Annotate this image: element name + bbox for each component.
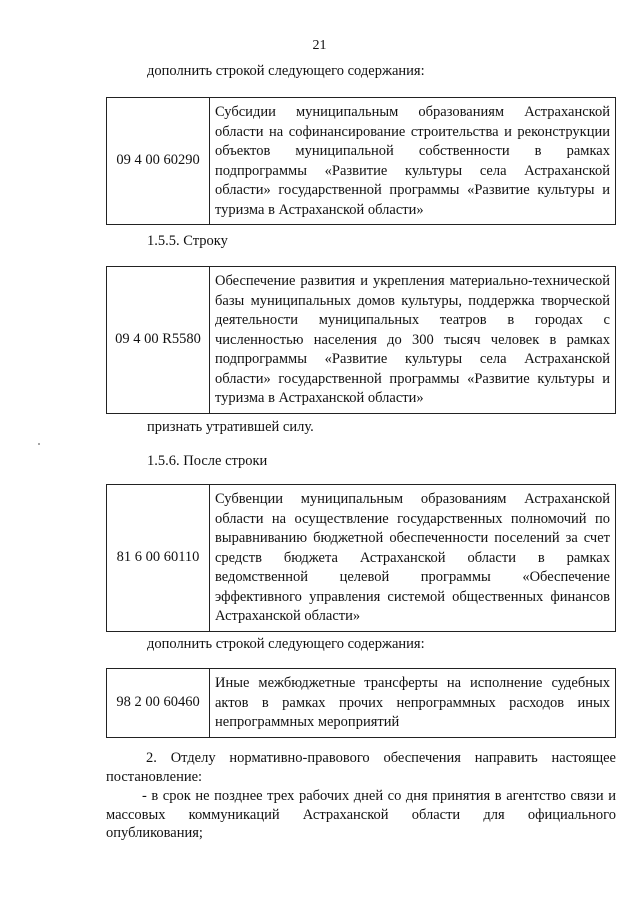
item-2-bullet-text: - в срок не позднее трех рабочих дней со дня принятия в агентство связи и массовых коммуникаций Астраханской области для официального опубликования; [106, 788, 616, 841]
invalidated-note: признать утратившей силу. [147, 419, 314, 435]
table-row [107, 267, 616, 414]
budget-code-table-2 [106, 266, 616, 414]
budget-code: 09 4 00 60290 [107, 98, 210, 225]
budget-code-table-1 [106, 97, 616, 225]
heading-1-5-6: 1.5.6. После строки [147, 453, 268, 469]
scan-dot [38, 443, 40, 445]
budget-code-table-4 [106, 668, 616, 738]
budget-description: Обеспечение развития и укрепления материально-технической базы муниципальных домов культуры, поддержка творческой деятельности муниципальных театров в городах с численностью населения до 300 тысяч человек в рамках подпрограммы «Развитие культуры села Астраханской области» государственной программы «Развитие культуры и туризма в Астраханской области» [210, 267, 616, 414]
item-2-bullet [106, 787, 616, 843]
item-2-text: 2. Отделу нормативно-правового обеспечения направить настоящее постановление: [106, 750, 616, 785]
table-row [107, 485, 616, 632]
budget-code: 81 6 00 60110 [107, 485, 210, 632]
table-row [107, 669, 616, 738]
intro-add-row-2: дополнить строкой следующего содержания: [147, 636, 425, 652]
heading-1-5-5: 1.5.5. Строку [147, 233, 228, 249]
budget-code: 09 4 00 R5580 [107, 267, 210, 414]
page-number: 21 [312, 38, 327, 53]
budget-description: Субсидии муниципальным образованиям Астраханской области на софинансирование строительства и реконструкции объектов муниципальной собственности в рамках подпрограммы «Развитие культуры села Астраханской области» государственной программы «Развитие культуры и туризма в Астраханской области» [210, 98, 616, 225]
table-row [107, 98, 616, 225]
item-2 [106, 749, 616, 786]
budget-description: Иные межбюджетные трансферты на исполнение судебных актов в рамках прочих непрограммных расходов иных непрограммных мероприятий [210, 669, 616, 738]
budget-code-table-3 [106, 484, 616, 632]
budget-description: Субвенции муниципальным образованиям Астраханской области на осуществление государственных полномочий по выравниванию бюджетной обеспеченности поселений за счет средств бюджета Астраханской области в рамках ведомственной целевой программы «Обеспечение эффективного управления системой общественных финансов Астраханской области» [210, 485, 616, 632]
intro-add-row: дополнить строкой следующего содержания: [147, 63, 425, 79]
budget-code: 98 2 00 60460 [107, 669, 210, 738]
